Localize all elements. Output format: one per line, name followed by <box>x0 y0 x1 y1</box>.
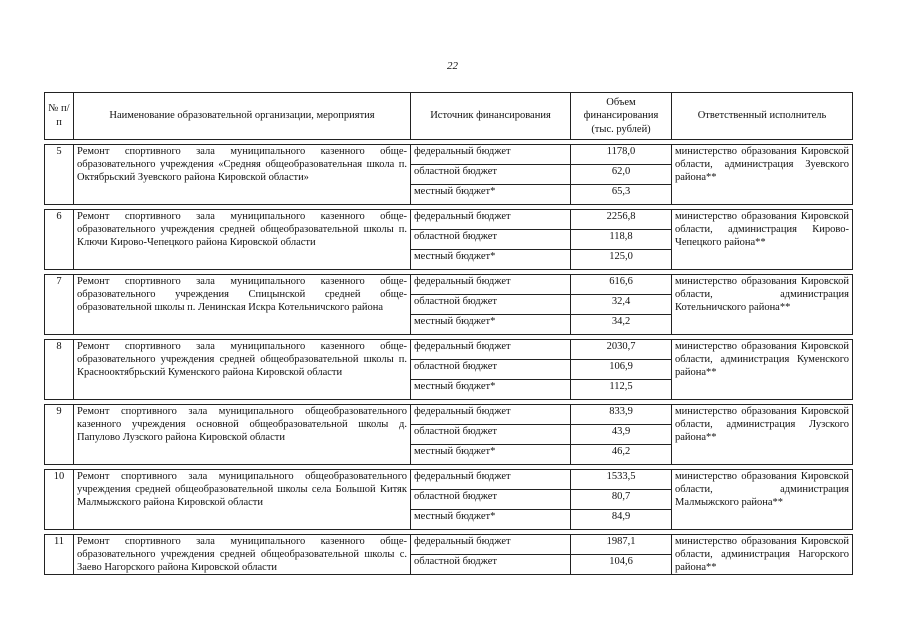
header-name: Наименование образовательной организации, мероприятия <box>74 93 411 140</box>
funding-source: областной бюджет <box>411 165 571 185</box>
row-number: 10 <box>45 470 74 530</box>
funding-source: областной бюджет <box>411 490 571 510</box>
table-row <box>45 210 853 230</box>
funding-volume: 46,2 <box>571 445 672 465</box>
row-number: 11 <box>45 535 74 575</box>
funding-volume: 118,8 <box>571 230 672 250</box>
header-num: № п/п <box>45 93 74 140</box>
funding-volume: 43,9 <box>571 425 672 445</box>
funding-volume: 1987,1 <box>571 535 672 555</box>
institution-name: Ремонт спортивного зала муниципального общеобразовательного учреждения средней общеобразовательной школы села Большой Китяк Малмыжского района Кировской области <box>74 470 411 530</box>
funding-source: местный бюджет* <box>411 250 571 270</box>
responsible-executor: министерство образования Кировской области, администрация Нагорского района** <box>672 535 853 575</box>
funding-volume: 616,6 <box>571 275 672 295</box>
funding-source: областной бюджет <box>411 425 571 445</box>
funding-volume: 32,4 <box>571 295 672 315</box>
table-row <box>45 470 853 490</box>
institution-name: Ремонт спортивного зала муниципального казенного общеобразовательного учреждения Спицынской средней общеобразовательной школы п. Ленинская Искра Котельничского района <box>74 275 411 335</box>
funding-source: областной бюджет <box>411 555 571 575</box>
funding-source: федеральный бюджет <box>411 470 571 490</box>
funding-source: местный бюджет* <box>411 510 571 530</box>
funding-table <box>44 92 853 575</box>
funding-volume: 65,3 <box>571 185 672 205</box>
funding-source: областной бюджет <box>411 360 571 380</box>
responsible-executor: министерство образования Кировской области, администрация Зуевского района** <box>672 145 853 205</box>
header-volume: Объем финансирования (тыс. рублей) <box>571 93 672 140</box>
funding-source: федеральный бюджет <box>411 535 571 555</box>
header-executor: Ответственный исполнитель <box>672 93 853 140</box>
funding-source: местный бюджет* <box>411 445 571 465</box>
responsible-executor: министерство образования Кировской области, администрация Котельничского района** <box>672 275 853 335</box>
funding-source: федеральный бюджет <box>411 145 571 165</box>
row-number: 6 <box>45 210 74 270</box>
funding-source: федеральный бюджет <box>411 340 571 360</box>
page-number: 22 <box>447 60 458 72</box>
funding-source: местный бюджет* <box>411 315 571 335</box>
table-body <box>45 140 853 575</box>
funding-source: областной бюджет <box>411 230 571 250</box>
table-row <box>45 535 853 555</box>
institution-name: Ремонт спортивного зала муниципального казенного общеобразовательного учреждения «Средняя общеобразовательная школа п. Октябрьский Зуевского района Кировской области» <box>74 145 411 205</box>
funding-volume: 106,9 <box>571 360 672 380</box>
funding-source: областной бюджет <box>411 295 571 315</box>
responsible-executor: министерство образования Кировской области, администрация Кирово-Чепецкого района** <box>672 210 853 270</box>
responsible-executor: министерство образования Кировской области, администрация Куменского района** <box>672 340 853 400</box>
funding-volume: 1533,5 <box>571 470 672 490</box>
row-number: 9 <box>45 405 74 465</box>
table-header-row <box>45 93 853 140</box>
funding-volume: 84,9 <box>571 510 672 530</box>
row-number: 7 <box>45 275 74 335</box>
table-row <box>45 405 853 425</box>
funding-volume: 80,7 <box>571 490 672 510</box>
funding-volume: 112,5 <box>571 380 672 400</box>
institution-name: Ремонт спортивного зала муниципального общеобразовательного казенного учреждения основной общеобразовательной школы д. Папулово Лузского района Кировской области <box>74 405 411 465</box>
funding-volume: 34,2 <box>571 315 672 335</box>
table-row <box>45 275 853 295</box>
funding-volume: 125,0 <box>571 250 672 270</box>
funding-volume: 2256,8 <box>571 210 672 230</box>
institution-name: Ремонт спортивного зала муниципального казенного общеобразовательного учреждения средней общеобразовательной школы п. Краснооктябрьский Куменского района Кировской области <box>74 340 411 400</box>
funding-source: федеральный бюджет <box>411 405 571 425</box>
responsible-executor: министерство образования Кировской области, администрация Лузского района** <box>672 405 853 465</box>
row-number: 5 <box>45 145 74 205</box>
funding-source: федеральный бюджет <box>411 275 571 295</box>
funding-source: федеральный бюджет <box>411 210 571 230</box>
funding-volume: 1178,0 <box>571 145 672 165</box>
funding-volume: 62,0 <box>571 165 672 185</box>
institution-name: Ремонт спортивного зала муниципального казенного общеобразовательного учреждения средней общеобразовательной школы с. Заево Нагорского района Кировской области <box>74 535 411 575</box>
header-source: Источник финансирования <box>411 93 571 140</box>
funding-volume: 833,9 <box>571 405 672 425</box>
funding-source: местный бюджет* <box>411 185 571 205</box>
funding-source: местный бюджет* <box>411 380 571 400</box>
row-number: 8 <box>45 340 74 400</box>
table-row <box>45 340 853 360</box>
institution-name: Ремонт спортивного зала муниципального казенного общеобразовательного учреждения средней общеобразовательной школы п. Ключи Кирово-Чепецкого района Кировской области <box>74 210 411 270</box>
funding-volume: 104,6 <box>571 555 672 575</box>
funding-volume: 2030,7 <box>571 340 672 360</box>
table-row <box>45 145 853 165</box>
responsible-executor: министерство образования Кировской области, администрация Малмыжского района** <box>672 470 853 530</box>
